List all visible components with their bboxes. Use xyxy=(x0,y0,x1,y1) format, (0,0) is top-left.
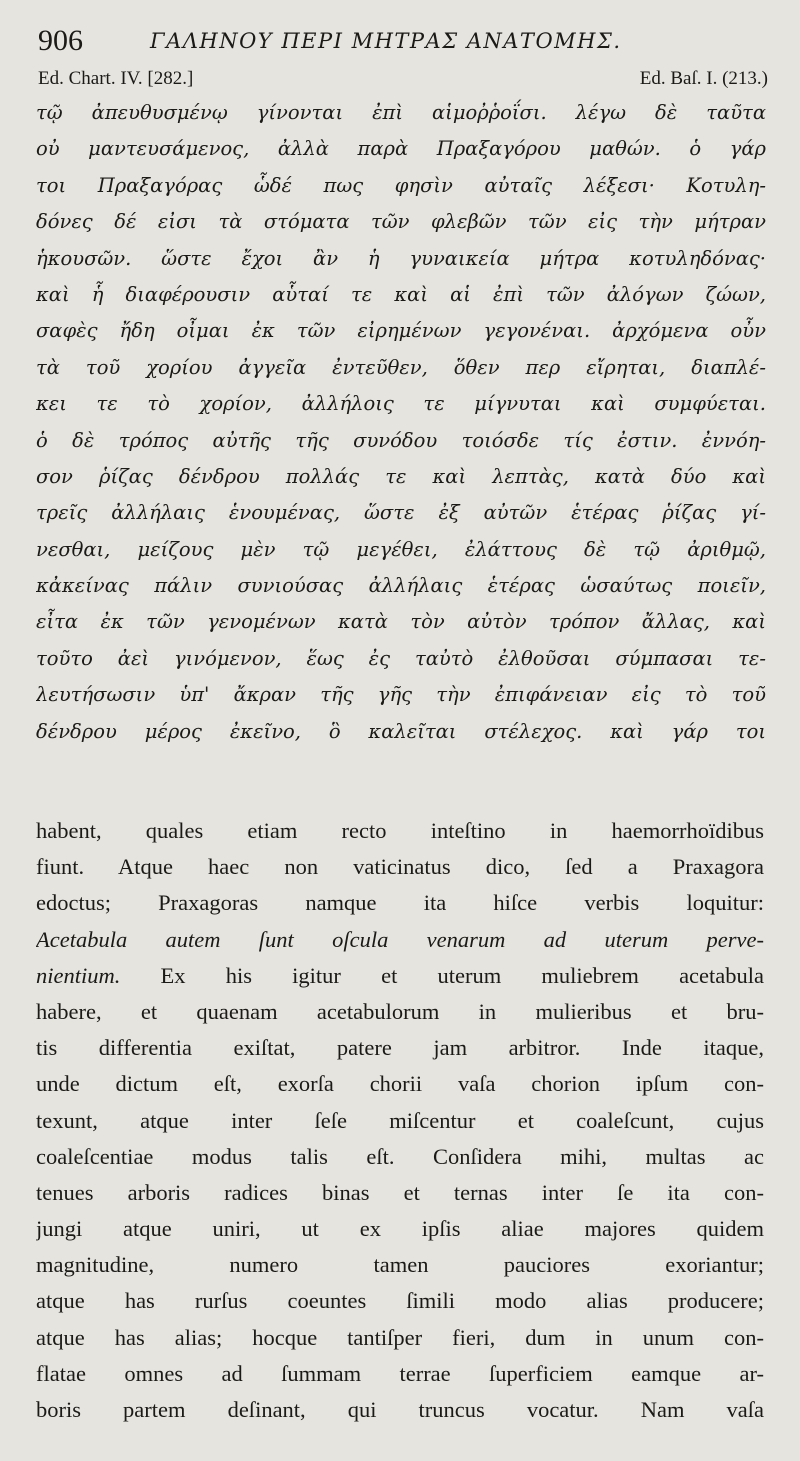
latin-line: unde dictum eſt, exorſa chorii vaſa chorion ipſum con- xyxy=(36,1071,764,1097)
greek-line: καὶ ἧ διαφέρουσιν αὗταί τε καὶ αἱ ἐπὶ τῶν ἀλόγων ζώων, xyxy=(36,282,766,306)
latin-line-text: Ex his igitur et uterum muliebrem acetabula xyxy=(120,962,764,988)
latin-line: habent, quales etiam recto inteſtino in haemorrhoïdibus xyxy=(36,818,764,843)
greek-line: τῷ ἀπευθυσμένῳ γίνονται ἐπὶ αἱμοῤῥοΐσι. λέγω δὲ ταῦτα xyxy=(36,101,766,124)
latin-line: coaleſcentiae modus talis eſt. Conſidera mihi, multas ac xyxy=(36,1143,764,1169)
greek-line: τοῦτο ἀεὶ γινόμενον, ἕως ἐς ταὐτὸ ἐλθοῦσαι σύμπασαι τε- xyxy=(36,646,766,670)
greek-line: τοι Πραξαγόρας ὧδέ πως φησὶν αὐταῖς λέξεσι· Κοτυλη- xyxy=(36,173,766,197)
greek-text-block xyxy=(36,95,766,750)
greek-line: ὁ δὲ τρόπος αὐτῆς τῆς συνόδου τοιόσδε τίς ἐστιν. ἐννόη- xyxy=(36,428,766,452)
greek-line: δένδρου μέρος ἐκεῖνο, ὃ καλεῖται στέλεχος. καὶ γάρ τοι xyxy=(36,719,766,743)
latin-line: habere, et quaenam acetabulorum in mulieribus et bru- xyxy=(36,998,764,1024)
latin-line: atque has rurſus coeuntes ſimili modo alias producere; xyxy=(36,1288,764,1314)
page-header xyxy=(38,22,778,62)
latin-text-block xyxy=(36,813,764,1428)
greek-line: ἡκουσῶν. ὥστε ἔχοι ἂν ἡ γυναικεία μήτρα κοτυληδόνας· xyxy=(36,246,766,270)
greek-line: δόνες δέ εἰσι τὰ στόματα τῶν φλεβῶν τῶν εἰς τὴν μήτραν xyxy=(36,210,766,234)
latin-line: jungi atque uniri, ut ex ipſis aliae majores quidem xyxy=(36,1216,764,1242)
latin-line-mixed xyxy=(36,958,764,994)
italic-quote-end: nientium. xyxy=(36,962,121,988)
latin-line-italic-quote: Acetabula autem ſunt oſcula venarum ad uterum perve- xyxy=(36,926,764,952)
latin-line: edoctus; Praxagoras namque ita hiſce verbis loquitur: xyxy=(36,890,764,916)
latin-line: boris partem deſinant, qui truncus vocatur. Nam vaſa xyxy=(36,1397,764,1422)
running-head: ΓΑΛΗΝΟΥ ΠΕΡΙ ΜΗΤΡΑΣ ΑΝΑΤΟΜΗΣ. xyxy=(150,29,622,53)
latin-line: flatae omnes ad ſummam terrae ſuperficiem eamque ar- xyxy=(36,1360,764,1386)
greek-line: εἶτα ἐκ τῶν γενομένων κατὰ τὸν αὐτὸν τρόπον ἄλλας, καὶ xyxy=(36,610,766,634)
greek-line: κει τε τὸ χορίον, ἀλλήλοις τε μίγνυται καὶ συμφύεται. xyxy=(36,392,766,416)
latin-line: tenues arboris radices binas et ternas inter ſe ita con- xyxy=(36,1179,764,1205)
greek-line: νεσθαι, μείζους μὲν τῷ μεγέθει, ἐλάττους δὲ τῷ ἀριθμῷ, xyxy=(36,537,766,561)
edition-references xyxy=(38,64,768,94)
edition-basel-reference: Ed. Baſ. I. (213.) xyxy=(639,68,768,89)
page-number: 906 xyxy=(38,24,83,57)
greek-line: τρεῖς ἀλλήλαις ἑνουμένας, ὥστε ἐξ αὐτῶν ἑτέρας ῥίζας γί- xyxy=(36,501,766,525)
greek-line: σον ῥίζας δένδρου πολλάς τε καὶ λεπτὰς, κατὰ δύο καὶ xyxy=(36,464,766,488)
greek-line: κἀκείνας πάλιν συνιούσας ἀλλήλαις ἑτέρας ὡσαύτως ποιεῖν, xyxy=(36,574,766,598)
greek-line: λευτήσωσιν ὑπ' ἄκραν τῆς γῆς τὴν ἐπιφάνειαν εἰς τὸ τοῦ xyxy=(36,683,766,707)
greek-line: σαφὲς ἤδη οἶμαι ἐκ τῶν εἰρημένων γεγονέναι. ἀρχόμενα οὖν xyxy=(36,319,766,343)
latin-line: magnitudine, numero tamen pauciores exoriantur; xyxy=(36,1252,764,1278)
latin-line: atque has alias; hocque tantiſper fieri, dum in unum con- xyxy=(36,1324,764,1350)
greek-line: τὰ τοῦ χορίου ἀγγεῖα ἐντεῦθεν, ὅθεν περ εἴρηται, διαπλέ- xyxy=(36,355,766,379)
edition-chart-reference: Ed. Chart. IV. [282.] xyxy=(38,68,194,89)
latin-line: tis differentia exiſtat, patere jam arbitror. Inde itaque, xyxy=(36,1035,764,1061)
latin-line: texunt, atque inter ſeſe miſcentur et coaleſcunt, cujus xyxy=(36,1107,764,1133)
greek-line: οὐ μαντευσάμενος, ἀλλὰ παρὰ Πραξαγόρου μαθών. ὁ γάρ xyxy=(36,137,766,161)
latin-line: fiunt. Atque haec non vaticinatus dico, ſed a Praxagora xyxy=(36,854,764,880)
